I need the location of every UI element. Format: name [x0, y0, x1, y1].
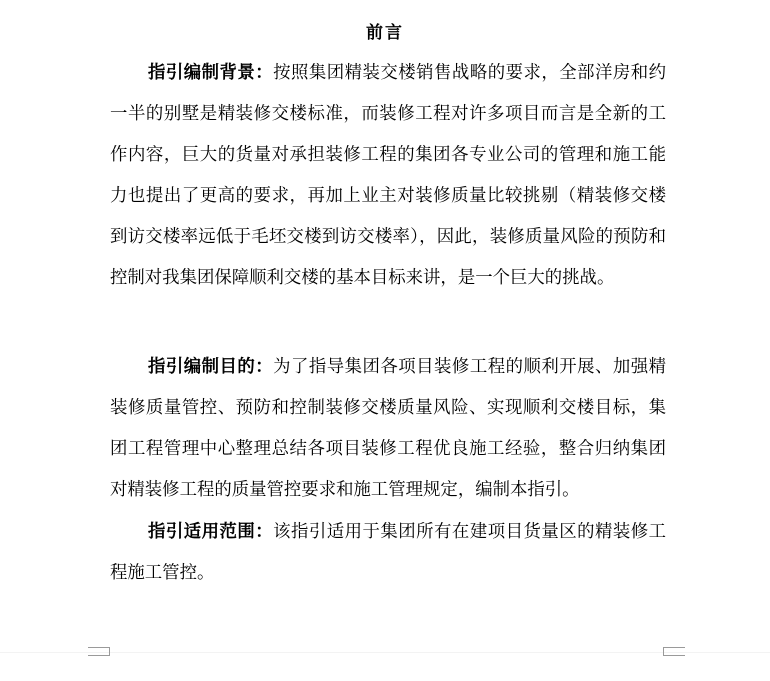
- page-title: 前言: [366, 23, 404, 43]
- paragraph-purpose: [110, 347, 666, 511]
- margin-corner-mark-left: [88, 647, 110, 656]
- margin-corner-mark-right: [663, 647, 685, 656]
- paragraph-scope: [110, 512, 666, 594]
- paragraph-label: 指引编制目的：: [148, 357, 274, 377]
- page-bottom-rule: [0, 652, 770, 653]
- paragraph-label: 指引编制背景：: [148, 63, 274, 83]
- paragraph-text: 按照集团精装交楼销售战略的要求，全部洋房和约一半的别墅是精装修交楼标准，而装修工程对许多项目而言是全新的工作内容，巨大的货量对承担装修工程的集团各专业公司的管理和施工能力也提出了更高的要求，再加上业主对装修质量比较挑剔（精装修交楼到访交楼率远低于毛坯交楼到访交楼率），因此，装修质量风险的预防和控制对我集团保障顺利交楼的基本目标来讲，是一个巨大的挑战。: [110, 63, 666, 288]
- paragraph-text: 该指引适用于集团所有在建项目货量区的精装修工程施工管控。: [110, 522, 666, 583]
- paragraph-text: 为了指导集团各项目装修工程的顺利开展、加强精装修质量管控、预防和控制装修交楼质量风险、实现顺利交楼目标，集团工程管理中心整理总结各项目装修工程优良施工经验，整合归纳集团对精装修工程的质量管控要求和施工管理规定，编制本指引。: [110, 357, 666, 500]
- paragraph-background: [110, 53, 666, 299]
- paragraph-label: 指引适用范围：: [148, 522, 274, 542]
